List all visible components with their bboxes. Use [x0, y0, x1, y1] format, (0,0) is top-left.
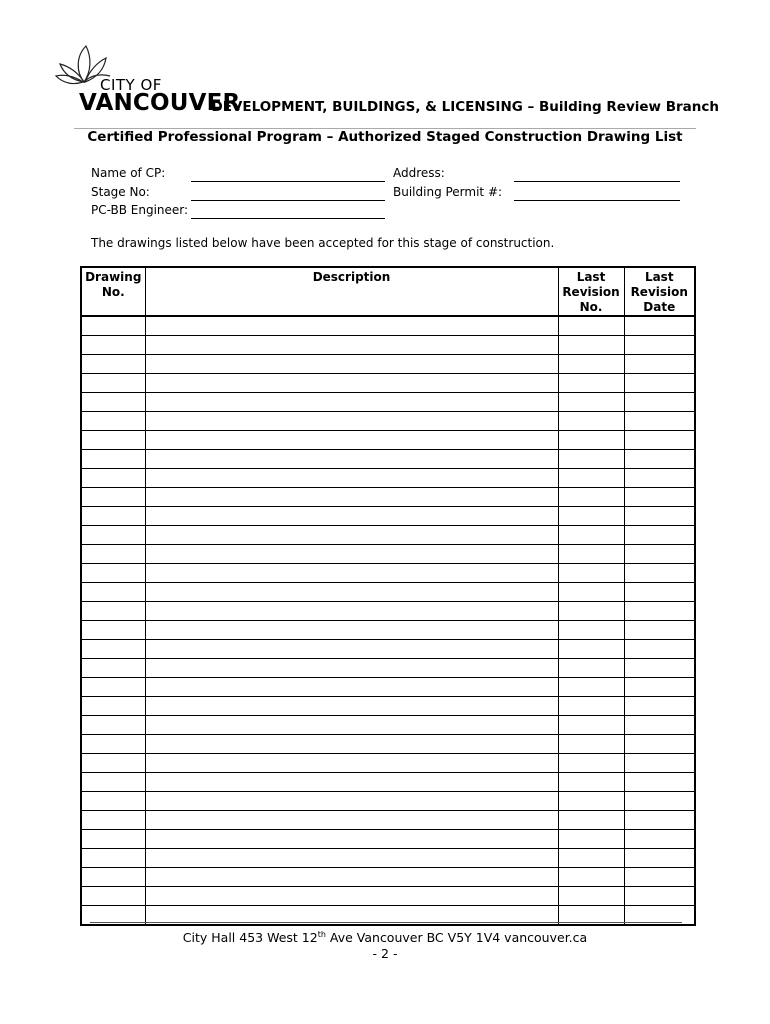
table-row [81, 393, 695, 412]
last-revision-date-cell[interactable] [624, 336, 695, 355]
last-revision-date-cell[interactable] [624, 640, 695, 659]
table-row [81, 545, 695, 564]
last-revision-no-cell[interactable] [558, 792, 624, 811]
description-cell[interactable] [145, 602, 558, 621]
last-revision-date-cell[interactable] [624, 792, 695, 811]
last-revision-date-cell[interactable] [624, 811, 695, 830]
header-last-revision-date-line1: Last [644, 270, 674, 284]
last-revision-date-cell[interactable] [624, 545, 695, 564]
last-revision-no-cell[interactable] [558, 316, 624, 336]
last-revision-date-cell[interactable] [624, 830, 695, 849]
drawing-list-table [80, 266, 696, 926]
description-cell[interactable] [145, 792, 558, 811]
header-description [145, 267, 558, 316]
footer-address-post: Ave Vancouver BC V5Y 1V4 vancouver.ca [325, 930, 588, 946]
last-revision-no-cell[interactable] [558, 469, 624, 488]
building-permit-field[interactable] [514, 200, 680, 201]
description-cell[interactable] [145, 697, 558, 716]
last-revision-date-cell[interactable] [624, 678, 695, 697]
drawing-no-cell[interactable] [81, 792, 145, 811]
last-revision-no-cell[interactable] [558, 374, 624, 393]
last-revision-no-cell[interactable] [558, 602, 624, 621]
description-cell[interactable] [145, 887, 558, 906]
description-cell[interactable] [145, 773, 558, 792]
last-revision-date-cell[interactable] [624, 412, 695, 431]
table-row [81, 355, 695, 374]
header-last-revision-no [558, 267, 624, 316]
table-row [81, 450, 695, 469]
last-revision-no-cell[interactable] [558, 583, 624, 602]
drawing-no-cell[interactable] [81, 830, 145, 849]
drawing-no-cell[interactable] [81, 336, 145, 355]
header-last-revision-no-line2: Revision [562, 285, 620, 299]
table-row [81, 697, 695, 716]
last-revision-no-cell[interactable] [558, 849, 624, 868]
last-revision-date-cell[interactable] [624, 754, 695, 773]
last-revision-no-cell[interactable] [558, 545, 624, 564]
acceptance-note: The drawings listed below have been accepted for this stage of construction. [91, 236, 555, 250]
last-revision-no-cell[interactable] [558, 697, 624, 716]
last-revision-date-cell[interactable] [624, 450, 695, 469]
description-cell[interactable] [145, 450, 558, 469]
table-row [81, 431, 695, 450]
address-label: Address: [393, 166, 445, 180]
table-row [81, 678, 695, 697]
logo-vancouver: VANCOUVER [79, 90, 241, 116]
form-title: Certified Professional Program – Authorized Staged Construction Drawing List [87, 129, 683, 145]
table-header-row [81, 267, 695, 316]
drawing-no-cell[interactable] [81, 697, 145, 716]
last-revision-no-cell[interactable] [558, 887, 624, 906]
last-revision-no-cell[interactable] [558, 431, 624, 450]
last-revision-no-cell[interactable] [558, 621, 624, 640]
last-revision-date-cell[interactable] [624, 374, 695, 393]
table-row [81, 507, 695, 526]
table-row [81, 716, 695, 735]
address-field[interactable] [514, 181, 680, 182]
header-description-label: Description [312, 270, 391, 284]
drawing-no-cell[interactable] [81, 355, 145, 374]
drawing-no-cell[interactable] [81, 887, 145, 906]
table-row [81, 316, 695, 336]
page-number: - 2 - [372, 946, 398, 961]
stage-no-label: Stage No: [91, 185, 150, 199]
drawing-no-cell[interactable] [81, 526, 145, 545]
branch-header: DEVELOPMENT, BUILDINGS, & LICENSING – Building Review Branch [211, 99, 719, 115]
table-row [81, 621, 695, 640]
last-revision-no-cell[interactable] [558, 355, 624, 374]
table-row [81, 583, 695, 602]
last-revision-date-cell[interactable] [624, 564, 695, 583]
last-revision-no-cell[interactable] [558, 393, 624, 412]
last-revision-date-cell[interactable] [624, 849, 695, 868]
description-cell[interactable] [145, 336, 558, 355]
description-cell[interactable] [145, 849, 558, 868]
last-revision-date-cell[interactable] [624, 621, 695, 640]
last-revision-date-cell[interactable] [624, 316, 695, 336]
drawing-no-cell[interactable] [81, 507, 145, 526]
drawing-no-cell[interactable] [81, 716, 145, 735]
last-revision-no-cell[interactable] [558, 450, 624, 469]
description-cell[interactable] [145, 640, 558, 659]
table-row [81, 868, 695, 887]
last-revision-no-cell[interactable] [558, 735, 624, 754]
last-revision-no-cell[interactable] [558, 526, 624, 545]
last-revision-no-cell[interactable] [558, 488, 624, 507]
header-drawing-no-line2: No. [101, 285, 125, 299]
last-revision-no-cell[interactable] [558, 830, 624, 849]
last-revision-date-cell[interactable] [624, 735, 695, 754]
footer-address [0, 930, 770, 945]
description-cell[interactable] [145, 545, 558, 564]
header-last-revision-no-line3: No. [579, 300, 603, 314]
last-revision-date-cell[interactable] [624, 773, 695, 792]
drawing-no-cell[interactable] [81, 393, 145, 412]
footer-address-pre: City Hall 453 West 12 [182, 930, 318, 946]
last-revision-date-cell[interactable] [624, 469, 695, 488]
last-revision-no-cell[interactable] [558, 412, 624, 431]
last-revision-no-cell[interactable] [558, 754, 624, 773]
table-row [81, 773, 695, 792]
description-cell[interactable] [145, 355, 558, 374]
drawing-no-cell[interactable] [81, 316, 145, 336]
last-revision-no-cell[interactable] [558, 659, 624, 678]
description-cell[interactable] [145, 507, 558, 526]
drawing-no-cell[interactable] [81, 469, 145, 488]
stage-no-field[interactable] [191, 200, 385, 201]
pc-bb-engineer-field[interactable] [191, 218, 385, 219]
name-of-cp-label: Name of CP: [91, 166, 166, 180]
description-cell[interactable] [145, 754, 558, 773]
description-cell[interactable] [145, 488, 558, 507]
table-row [81, 526, 695, 545]
description-cell[interactable] [145, 526, 558, 545]
header-drawing-no [81, 267, 145, 316]
drawing-no-cell[interactable] [81, 583, 145, 602]
table-row [81, 374, 695, 393]
header-last-revision-date [624, 267, 695, 316]
last-revision-no-cell[interactable] [558, 773, 624, 792]
last-revision-no-cell[interactable] [558, 507, 624, 526]
table-row [81, 754, 695, 773]
last-revision-date-cell[interactable] [624, 488, 695, 507]
drawing-no-cell[interactable] [81, 640, 145, 659]
drawing-no-cell[interactable] [81, 602, 145, 621]
description-cell[interactable] [145, 469, 558, 488]
drawing-no-cell[interactable] [81, 545, 145, 564]
description-cell[interactable] [145, 431, 558, 450]
drawing-no-cell[interactable] [81, 450, 145, 469]
drawing-no-cell[interactable] [81, 564, 145, 583]
header-last-revision-no-line1: Last [576, 270, 606, 284]
description-cell[interactable] [145, 868, 558, 887]
table-row [81, 488, 695, 507]
table-row [81, 659, 695, 678]
last-revision-no-cell[interactable] [558, 564, 624, 583]
drawing-no-cell[interactable] [81, 412, 145, 431]
header-drawing-no-line1: Drawing [85, 270, 142, 284]
last-revision-date-cell[interactable] [624, 393, 695, 412]
last-revision-date-cell[interactable] [624, 507, 695, 526]
table-row [81, 887, 695, 906]
table-row [81, 792, 695, 811]
drawing-no-cell[interactable] [81, 488, 145, 507]
description-cell[interactable] [145, 811, 558, 830]
description-cell[interactable] [145, 621, 558, 640]
description-cell[interactable] [145, 374, 558, 393]
description-cell[interactable] [145, 583, 558, 602]
header-last-revision-date-line2: Revision [630, 285, 688, 299]
description-cell[interactable] [145, 659, 558, 678]
table-row [81, 469, 695, 488]
last-revision-date-cell[interactable] [624, 868, 695, 887]
last-revision-date-cell[interactable] [624, 697, 695, 716]
drawing-no-cell[interactable] [81, 621, 145, 640]
description-cell[interactable] [145, 316, 558, 336]
last-revision-date-cell[interactable] [624, 431, 695, 450]
table-row [81, 336, 695, 355]
drawing-no-cell[interactable] [81, 811, 145, 830]
table-row [81, 602, 695, 621]
drawing-no-cell[interactable] [81, 374, 145, 393]
description-cell[interactable] [145, 830, 558, 849]
last-revision-date-cell[interactable] [624, 583, 695, 602]
drawing-no-cell[interactable] [81, 849, 145, 868]
description-cell[interactable] [145, 412, 558, 431]
last-revision-date-cell[interactable] [624, 887, 695, 906]
description-cell[interactable] [145, 393, 558, 412]
building-permit-label: Building Permit #: [393, 185, 503, 199]
drawing-no-cell[interactable] [81, 678, 145, 697]
logo-city-of: CITY OF [100, 76, 162, 94]
last-revision-no-cell[interactable] [558, 336, 624, 355]
footer-address-sup: th [317, 930, 326, 939]
table-row [81, 849, 695, 868]
last-revision-date-cell[interactable] [624, 355, 695, 374]
last-revision-no-cell[interactable] [558, 678, 624, 697]
drawing-no-cell[interactable] [81, 754, 145, 773]
last-revision-date-cell[interactable] [624, 716, 695, 735]
last-revision-date-cell[interactable] [624, 602, 695, 621]
description-cell[interactable] [145, 564, 558, 583]
table-row [81, 564, 695, 583]
city-logo [54, 42, 241, 118]
last-revision-no-cell[interactable] [558, 868, 624, 887]
table-row [81, 830, 695, 849]
table-row [81, 735, 695, 754]
table-body [81, 316, 695, 925]
description-cell[interactable] [145, 678, 558, 697]
last-revision-no-cell[interactable] [558, 640, 624, 659]
drawing-no-cell[interactable] [81, 868, 145, 887]
table-row [81, 811, 695, 830]
name-of-cp-field[interactable] [191, 181, 385, 182]
drawing-no-cell[interactable] [81, 773, 145, 792]
description-cell[interactable] [145, 735, 558, 754]
table-row [81, 640, 695, 659]
description-cell[interactable] [145, 716, 558, 735]
drawing-no-cell[interactable] [81, 659, 145, 678]
drawing-no-cell[interactable] [81, 431, 145, 450]
pc-bb-engineer-label: PC-BB Engineer: [91, 203, 189, 217]
last-revision-date-cell[interactable] [624, 526, 695, 545]
last-revision-no-cell[interactable] [558, 716, 624, 735]
header-last-revision-date-line3: Date [643, 300, 676, 314]
table-row [81, 412, 695, 431]
drawing-no-cell[interactable] [81, 735, 145, 754]
last-revision-no-cell[interactable] [558, 811, 624, 830]
last-revision-date-cell[interactable] [624, 659, 695, 678]
footer-divider [90, 922, 682, 923]
